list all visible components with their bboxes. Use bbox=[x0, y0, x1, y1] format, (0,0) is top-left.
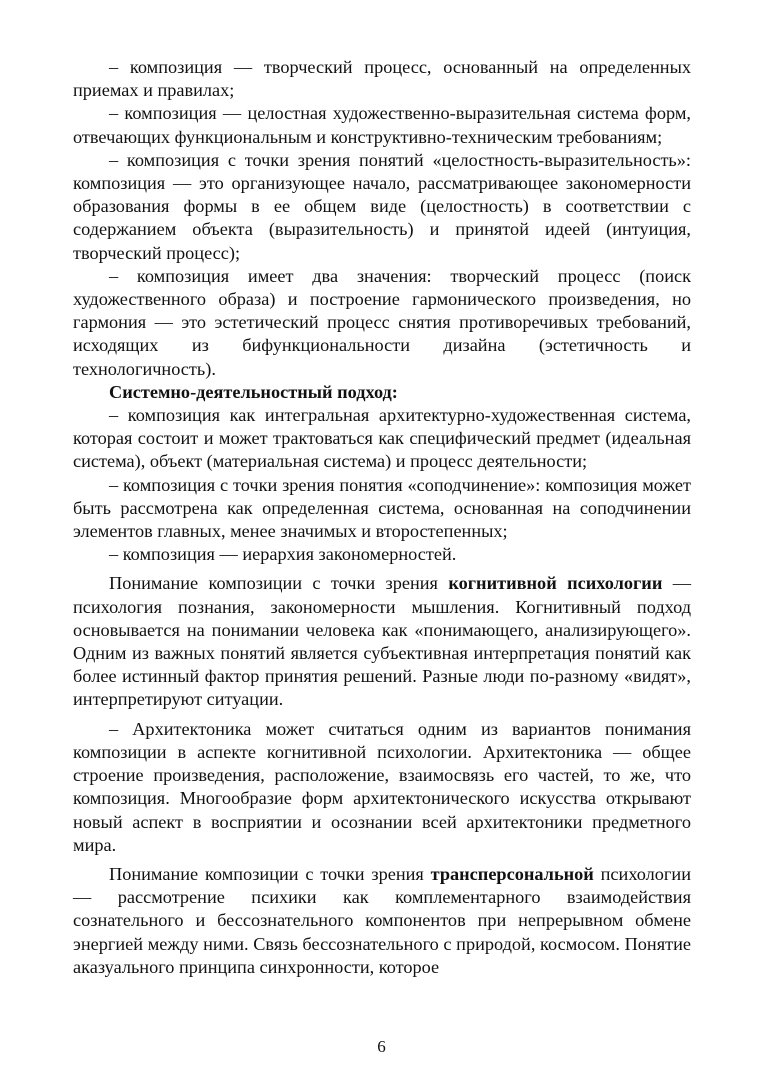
cognitive-rest: — психология познания, закономерности мышления. Когнитивный подход основывается на понимании человека как «понимающего, анализирующего». Одним из важных понятий является субъективная интерпретация понятий как более истинный фактор принятия решений. Разные люди по-разному «видят», интерпретируют ситуации. bbox=[73, 573, 691, 710]
cognitive-lead: Понимание композиции с точки зрения bbox=[109, 573, 438, 594]
transpersonal-lead: Понимание композиции с точки зрения bbox=[109, 863, 424, 884]
paragraph-cognitive-psychology bbox=[73, 572, 691, 711]
transpersonal-rest: психологии — рассмотрение психики как комплементарного взаимодействия сознательного и бессознательного компонентов при непрерывном обмене энергией между ними. Связь бессознательного с природой, космосом. Понятие аказуального принципа синхронности, которое bbox=[73, 863, 691, 977]
paragraph-composition-definition-1: – композиция — творческий процесс, основанный на определенных приемах и правилах; bbox=[73, 57, 691, 101]
system-item-1: – композиция как интегральная архитектурно-художественная система, которая состоит и может трактоваться как специфический предмет (идеальная система), объект (материальная система) и процесс деятельности; bbox=[73, 405, 691, 472]
paragraph-architectonics: – Архитектоника может считаться одним из вариантов понимания композиции в аспекте когнитивной психологии. Архитектоника — общее строение произведения, расположение, взаимосвязь его частей, то же, что композиция. Многообразие форм архитектонического искусства открывают новый аспект в восприятии и осознании всей архитектоники предметного мира. bbox=[73, 718, 691, 855]
paragraph-composition-definition-4: – композиция имеет два значения: творческий процесс (поиск художественного образа) и построение гармонического произведения, но гармония — это эстетический процесс снятия противоречивых требований, исходящих из бифункциональности дизайна (эстетичность и технологичность). bbox=[73, 265, 691, 379]
transpersonal-term: трансперсональной bbox=[430, 863, 594, 884]
system-item-3: – композиция — иерархия закономерностей. bbox=[109, 544, 457, 565]
section-heading: Системно-деятельностный подход: bbox=[109, 381, 398, 402]
page-number: 6 bbox=[377, 1037, 386, 1056]
system-item-2: – композиция с точки зрения понятия «соподчинение»: композиция может быть рассмотрена как определенная система, основанная на соподчинении элементов главных, менее значимых и второстепенных; bbox=[73, 474, 691, 542]
page-body bbox=[73, 56, 691, 979]
paragraph-composition-definition-2: – композиция — целостная художественно-выразительная система форм, отвечающих функциональным и конструктивно-техническим требованиям; bbox=[73, 103, 691, 147]
cognitive-term: когнитивной психологии bbox=[448, 573, 663, 594]
paragraph-composition-definition-3: – композиция с точки зрения понятий «целостность-выразительность»: композиция — это организующее начало, рассматривающее закономерности образования формы в ее общем виде (целостность) в соответствии с содержанием объекта (выразительность) и принятой идеей (интуиция, творческий процесс); bbox=[73, 149, 691, 263]
paragraph-transpersonal-psychology bbox=[73, 863, 691, 979]
